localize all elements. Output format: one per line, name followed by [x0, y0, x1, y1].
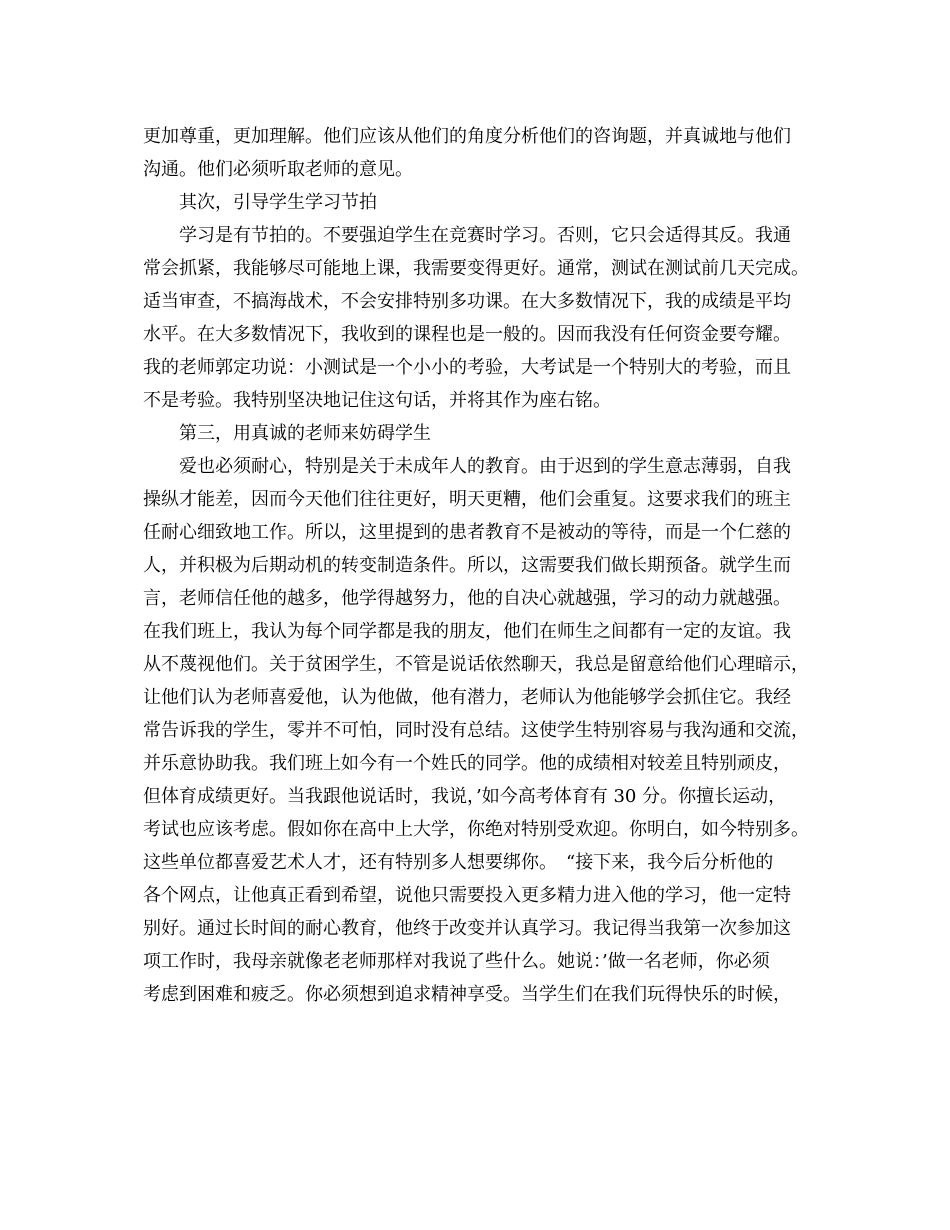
text-line: 考虑到困难和疲乏。你必须想到追求精神享受。当学生们在我们玩得快乐的时候，	[143, 984, 791, 1005]
text-line: 项工作时，我母亲就像老老师那样对我说了些什么。她说：’做一名老师，你必须	[143, 951, 770, 972]
text-line: 常告诉我的学生，零并不可怕，同时没有总结。这使学生特别容易与我沟通和交流，	[143, 720, 809, 741]
section-heading: 其次，引导学生学习节拍	[179, 192, 377, 213]
text-line: 考试也应该考虑。假如你在高中上大学，你绝对特别受欢迎。你明白，如今特别多。	[143, 819, 809, 840]
text-line: 但体育成绩更好。当我跟他说话时，我说，’如今高考体育有 30 分。你擅长运动，	[143, 786, 787, 807]
text-line: 常会抓紧，我能够尽可能地上课，我需要变得更好。通常，测试在测试前几天完成。	[143, 258, 809, 279]
text-line: 言，老师信任他的越多，他学得越努力，他的自决心就越强，学习的动力就越强。	[143, 588, 791, 609]
body-text	[143, 120, 823, 1011]
text-line: 水平。在大多数情况下，我收到的课程也是一般的。因而我没有任何资金要夸耀。	[143, 324, 791, 345]
section-heading: 第三，用真诚的老师来妨碍学生	[179, 423, 431, 444]
text-line: 沟通。他们必须听取老师的意见。	[143, 159, 413, 180]
text-line: 让他们认为老师喜爱他，认为他做，他有潜力，老师认为他能够学会抓住它。我经	[143, 687, 791, 708]
text-line: 这些单位都喜爱艺术人才，还有特别多人想要绑你。 “接下来，我今后分析他的	[143, 852, 774, 873]
text-line: 爱也必须耐心，特别是关于未成年人的教育。由于迟到的学生意志薄弱，自我	[179, 456, 791, 477]
text-line: 学习是有节拍的。不要强迫学生在竞赛时学习。否则，它只会适得其反。我通	[179, 225, 791, 246]
text-line: 我的老师郭定功说：小测试是一个小小的考验，大考试是一个特别大的考验，而且	[143, 357, 791, 378]
text-line: 不是考验。我特别坚决地记住这句话，并将其作为座右铭。	[143, 390, 611, 411]
text-line: 在我们班上，我认为每个同学都是我的朋友，他们在师生之间都有一定的友谊。我	[143, 621, 791, 642]
text-line: 从不蔑视他们。关于贫困学生，不管是说话依然聊天，我总是留意给他们心理暗示，	[143, 654, 809, 675]
text-line: 适当审查，不搞海战术，不会安排特别多功课。在大多数情况下，我的成绩是平均	[143, 291, 791, 312]
text-line: 别好。通过长时间的耐心教育，他终于改变并认真学习。我记得当我第一次参加这	[143, 918, 791, 939]
text-line: 人，并积极为后期动机的转变制造条件。所以，这需要我们做长期预备。就学生而	[143, 555, 791, 576]
text-line: 并乐意协助我。我们班上如今有一个姓氏的同学。他的成绩相对较差且特别顽皮，	[143, 753, 791, 774]
text-line: 更加尊重，更加理解。他们应该从他们的角度分析他们的咨询题，并真诚地与他们	[143, 126, 791, 147]
text-line: 各个网点，让他真正看到希望，说他只需要投入更多精力进入他的学习，他一定特	[143, 885, 791, 906]
text-line: 任耐心细致地工作。所以，这里提到的患者教育不是被动的等待，而是一个仁慈的	[143, 522, 791, 543]
text-line: 操纵才能差，因而今天他们往往更好，明天更糟，他们会重复。这要求我们的班主	[143, 489, 791, 510]
